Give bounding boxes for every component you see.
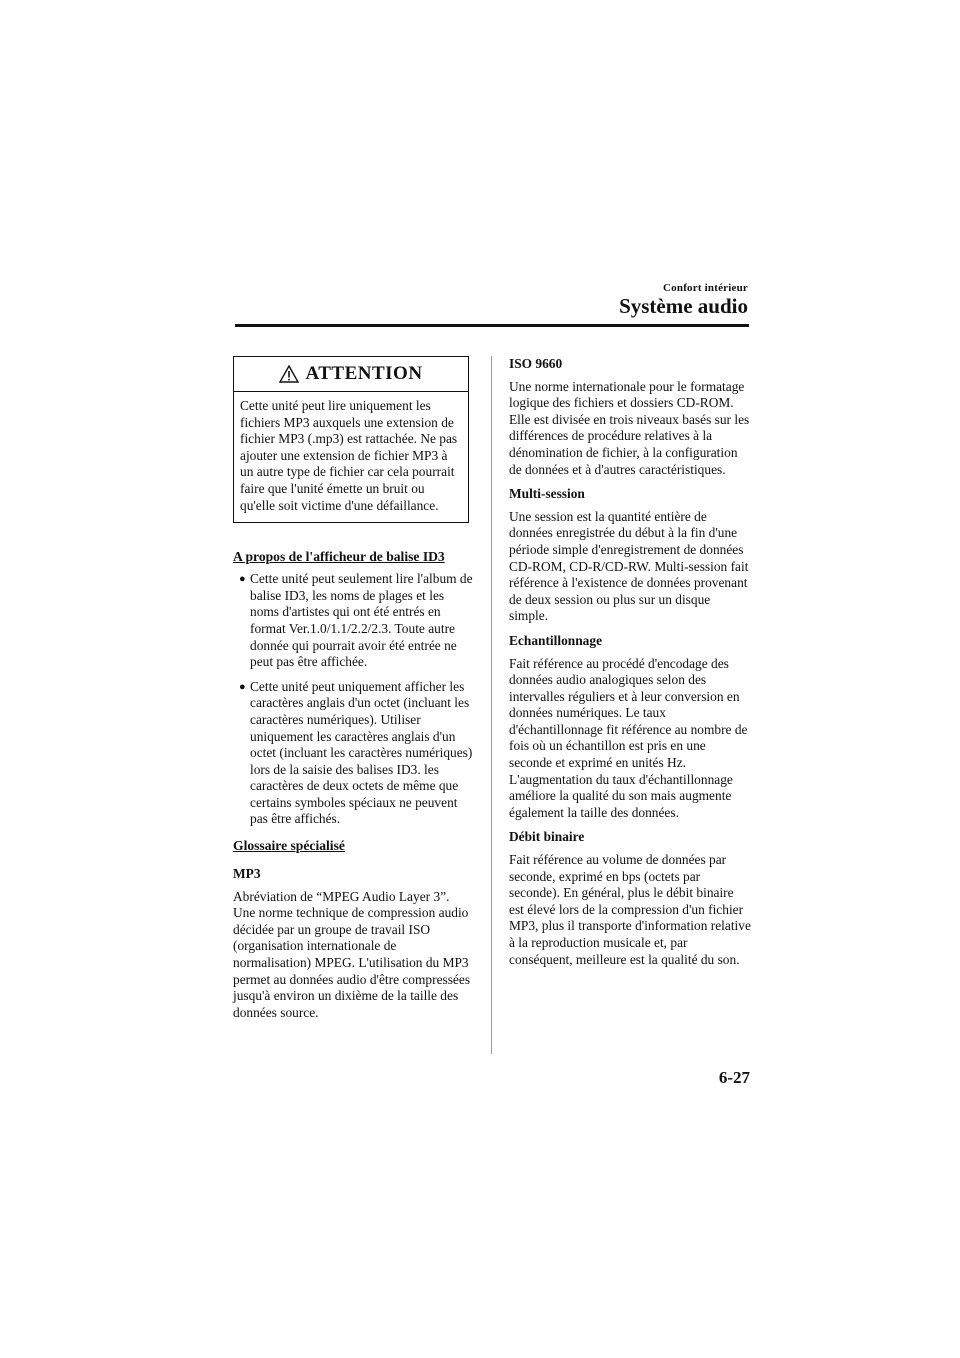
glossary-term: MP3: [233, 866, 261, 882]
list-item: [239, 571, 473, 671]
page-number: 6-27: [718, 1068, 750, 1087]
glossary-title: Glossaire spécialisé: [233, 838, 345, 854]
glossary-definition: Une norme internationale pour le formatage logique des fichiers et dossiers CD-ROM. Elle est divisée en trois niveaux basés sur les différences de procédure relatives à la dénomination de fichier, à la configuration de données et à d'autres caractéristiques.: [509, 378, 750, 477]
list-item: [239, 679, 473, 828]
bullet-text: Cette unité peut seulement lire l'album de balise ID3, les noms de plages et les noms d'artistes qui ont été entrés en format Ver.1.0/1.1/2.2/2.3. Toute autre donnée qui pourrait avoir été entrée ne peut pas être affichée.: [250, 571, 473, 670]
id3-section-title: A propos de l'afficheur de balise ID3: [233, 549, 445, 565]
glossary-definition: Une session est la quantité entière de données enregistrée du début à la fin d'une période simple d'enregistrement de données CD-ROM, CD-R/CD-RW. Multi-session fait référence à l'existence de données provenant de deux session ou plus sur un disque simple.: [509, 508, 749, 624]
attention-header: [234, 363, 468, 392]
column-divider: [491, 356, 492, 1054]
bullet-dot-icon: ●: [239, 573, 246, 586]
glossary-term: ISO 9660: [509, 356, 563, 371]
glossary-term: Débit binaire: [509, 829, 585, 845]
right-column: [509, 356, 751, 976]
attention-box: [233, 356, 469, 523]
section-title: Système audio: [619, 294, 748, 318]
left-column: [233, 356, 473, 1029]
glossary-definition: Abréviation de “MPEG Audio Layer 3”. Une norme technique de compression audio décidée par un groupe de travail ISO (organisation internationale de normalisation) MPEG. L'utilisation du MP3 permet au données audio d'être compressées jusqu'à environ un dixième de la taille des données source.: [233, 888, 471, 1020]
glossary-term: Multi-session: [509, 486, 585, 502]
attention-heading: ATTENTION: [305, 363, 423, 384]
warning-triangle-icon: [279, 365, 299, 383]
attention-text: Cette unité peut lire uniquement les fichiers MP3 auxquels une extension de fichier MP3 (.mp3) est rattachée. Ne pas ajouter une extension de fichier MP3 à un autre type de fichier car cela pourrait faire que l'unité émette un bruit ou qu'elle soit victime d'une défaillance.: [240, 398, 458, 513]
section-subtitle: Confort intérieur: [663, 282, 748, 294]
header-rule: [235, 324, 749, 327]
glossary-definition: Fait référence au volume de données par seconde, exprimé en bps (octets par seconde). En général, plus le débit binaire est élevé lors de la compression d'un fichier MP3, plus il transporte d'information relative à la reproduction musicale et, par conséquent, meilleure est la qualité du son.: [509, 852, 751, 967]
glossary-definition: Fait référence au procédé d'encodage des données audio analogiques selon des intervalles réguliers et à leur conversion en données numériques. Le taux d'échantillonnage fit référence au nombre de fois où un échantillon est pris en une seconde et exprimé en unités Hz. L'augmentation du taux d'échantillonnage améliore la qualité du son mais augmente également la taille des données.: [509, 655, 748, 820]
bullet-dot-icon: ●: [239, 680, 246, 693]
bullet-text: Cette unité peut uniquement afficher les caractères anglais d'un octet (incluant les caractères numériques). Utiliser uniquement les caractères anglais d'un octet (incluant les caractères numériques) lors de la saisie des balises ID3. les caractères de deux octets de même que certains symboles spéciaux ne peuvent pas être affichés.: [250, 678, 473, 827]
glossary-term: Echantillonnage: [509, 632, 603, 648]
